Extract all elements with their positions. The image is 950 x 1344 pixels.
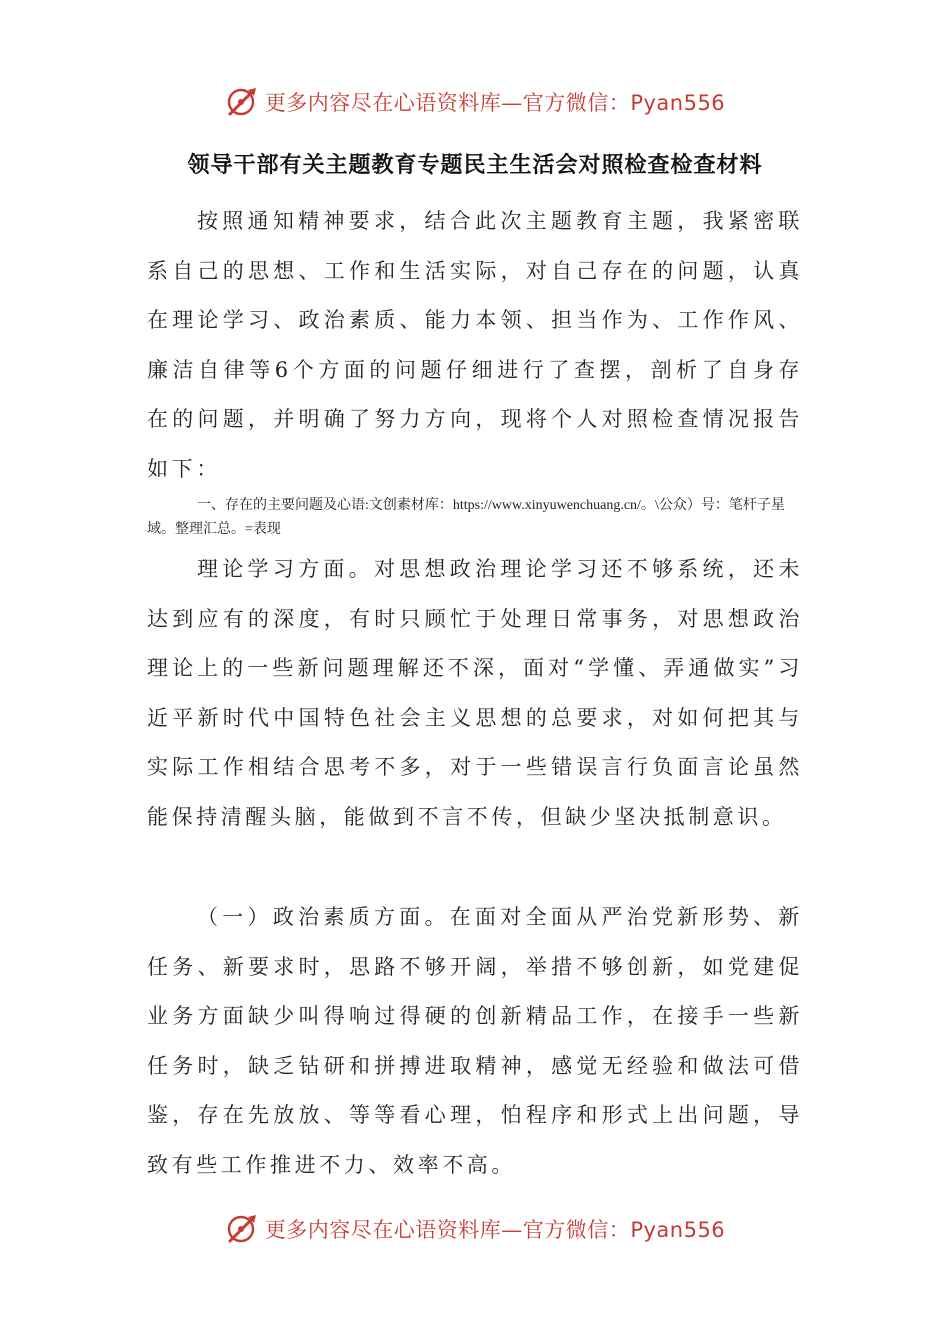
header-banner-text: 更多内容尽在心语资料库—官方微信： [264,91,631,115]
footer-banner [0,1207,950,1251]
document-title: 领导干部有关主题教育专题民主生活会对照检查检查材料 [187,152,763,178]
pen-circle-logo-icon [225,85,259,119]
theory-paragraph: 理论学习方面。对思想政治理论学习还不够系统，还未达到应有的深度，有时只顾忙于处理日常事务，对思想政治理论上的一些新问题理解还不深，面对“学懂、弄通做实”习近平新时代中国特色社会主义思想的总要求，对如何把其与实际工作相结合思考不多，对于一些错误言行负面言论虽然能保持清醒头脑，能做到不言不传，但缺少坚决抵制意识。 [147,557,803,829]
intro-paragraph: 按照通知精神要求，结合此次主题教育主题，我紧密联系自己的思想、工作和生活实际，对自己存在的问题，认真在理论学习、政治素质、能力本领、担当作为、工作作风、廉洁自律等6个方面的问题仔细进行了查摆，剖析了自身存在的问题，并明确了努力方向，现将个人对照检查情况报告如下： [147,209,803,481]
header-banner [0,80,950,124]
header-wechat-id: Pyan556 [630,91,726,115]
footer-wechat-id: Pyan556 [630,1218,726,1242]
pen-circle-logo-icon [225,1212,259,1246]
section-note: 一、存在的主要问题及心语:文创素材库：https://www.xinyuwenchuang.cn/。\公众）号：笔杆子星域。整理汇总。=表现 [147,498,785,537]
footer-banner-text: 更多内容尽在心语资料库—官方微信： [264,1218,631,1242]
political-paragraph: （一）政治素质方面。在面对全面从严治党新形势、新任务、新要求时，思路不够开阔，举措不够创新，如党建促业务方面缺少叫得响过得硬的创新精品工作，在接手一些新任务时，缺乏钻研和拼搏进取精神，感觉无经验和做法可借鉴，存在先放放、等等看心理，怕程序和形式上出问题，导致有些工作推进不力、效率不高。 [147,905,803,1177]
